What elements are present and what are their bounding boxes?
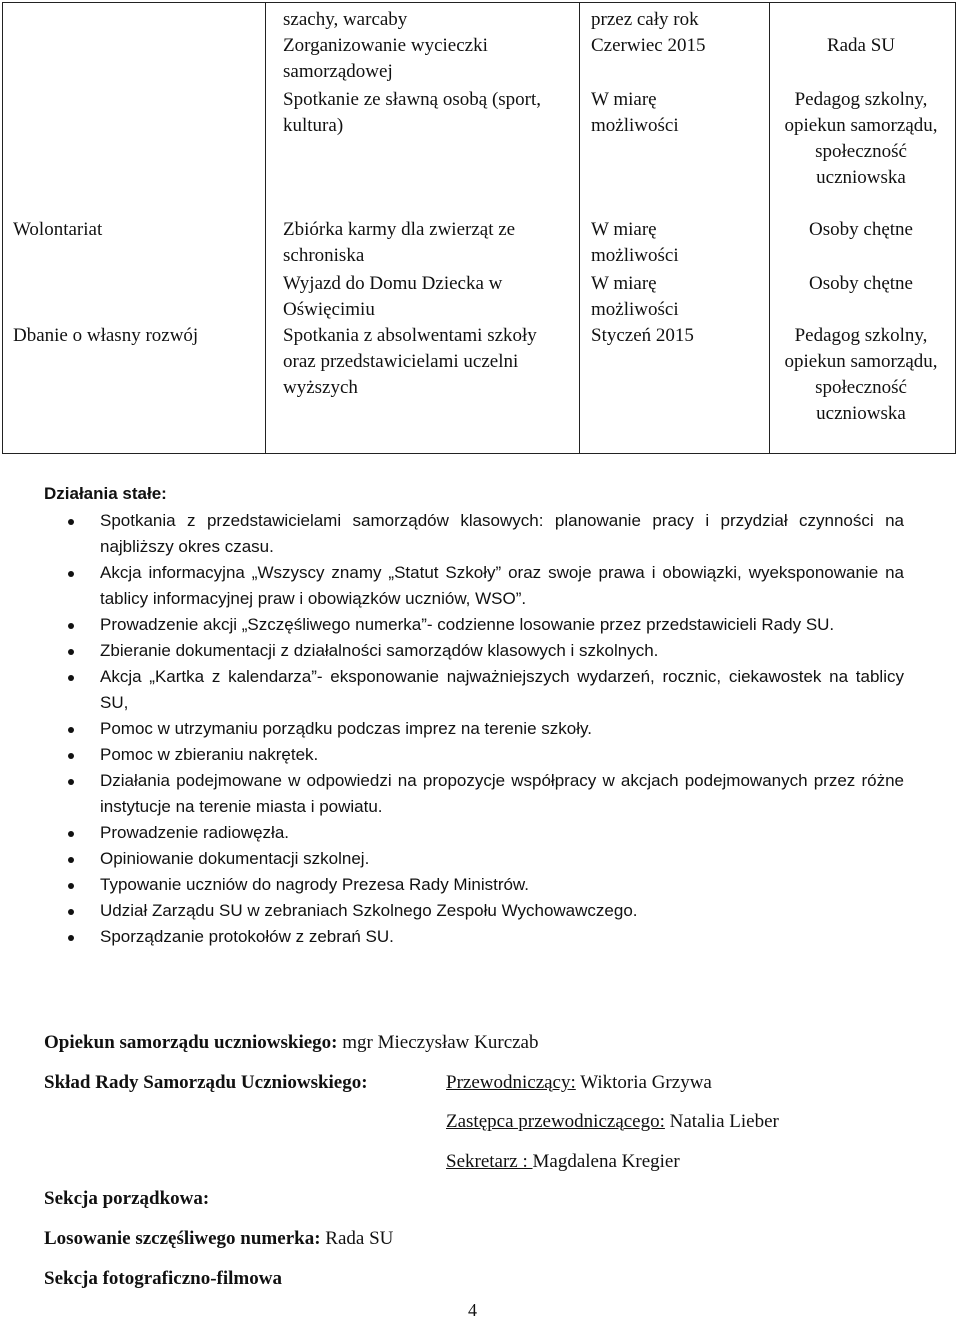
photo-section-label: Sekcja fotograficzno-filmowa (44, 1268, 282, 1289)
table-cell-activity: Zbiórka karmy dla zwierząt ze schroniska (283, 219, 516, 266)
table-cell-term: W miarę możliwości (591, 273, 679, 320)
bullet-icon (68, 519, 74, 525)
table-cell-activity: Zorganizowanie wycieczki samorządowej (283, 35, 488, 82)
table-cell-activity: szachy, warcaby (283, 9, 408, 30)
lottery-line (44, 1227, 393, 1251)
list-item (44, 638, 904, 664)
list-item-text: Akcja informacyjna „Wszyscy znamy „Statut Szkoły” oraz swoje prawa i obowiązki, wyeksponowanie na tablicy informacyjnej praw i obowiązków uczniów, WSO”. (100, 563, 904, 608)
column-divider (579, 3, 580, 453)
table-cell-activity: Spotkanie ze sławną osobą (sport, kultura) (283, 89, 542, 136)
list-item (44, 612, 904, 638)
bullet-icon (68, 753, 74, 759)
list-item (44, 846, 904, 872)
bullet-icon (68, 649, 74, 655)
table-cell-term: Czerwiec 2015 (591, 35, 706, 56)
bullet-icon (68, 571, 74, 577)
bullet-icon (68, 831, 74, 837)
table-cell-activity: Wyjazd do Domu Dziecka w Oświęcimiu (283, 273, 503, 320)
list-item-text: Zbieranie dokumentacji z działalności samorządów klasowych i szkolnych. (100, 641, 659, 660)
secretary-name: Magdalena Kregier (532, 1151, 680, 1172)
activities-table (2, 2, 956, 454)
list-item (44, 898, 904, 924)
list-item (44, 768, 904, 820)
lottery-value: Rada SU (320, 1228, 394, 1249)
standing-activities-list (44, 508, 904, 950)
list-item-text: Prowadzenie radiowęzła. (100, 823, 289, 842)
list-item (44, 508, 904, 560)
list-item-text: Pomoc w zbieraniu nakrętek. (100, 745, 319, 764)
list-item-text: Działania podejmowane w odpowiedzi na propozycje współpracy w akcjach podejmowanych przez różne instytucje na terenie miasta i powiatu. (100, 771, 904, 816)
list-item (44, 820, 904, 846)
president-line (446, 1071, 712, 1095)
table-cell-responsible: Rada SU (826, 35, 896, 56)
section-heading: Działania stałe: (44, 484, 167, 503)
table-cell-activity: Spotkania z absolwentami szkoły oraz przedstawicielami uczelni wyższych (283, 325, 537, 398)
table-cell-term: W miarę możliwości (591, 219, 679, 266)
table-cell-responsible: Pedagog szkolny, opiekun samorządu, społeczność uczniowska (784, 325, 938, 424)
president-role: Przewodniczący: (446, 1072, 576, 1093)
standing-activities-section (44, 483, 904, 950)
list-item (44, 742, 904, 768)
vice-president-name: Natalia Lieber (664, 1111, 779, 1132)
list-item (44, 872, 904, 898)
list-item-text: Sporządzanie protokołów z zebrań SU. (100, 927, 394, 946)
table-cell-term: przez cały rok (591, 9, 699, 30)
bullet-icon (68, 883, 74, 889)
bullet-icon (68, 727, 74, 733)
vice-president-role: Zastępca przewodniczącego: (446, 1111, 665, 1132)
bullet-icon (68, 935, 74, 941)
secretary-role: Sekretarz : (446, 1151, 533, 1172)
president-name: Wiktoria Grzywa (575, 1072, 712, 1093)
list-item-text: Udział Zarządu SU w zebraniach Szkolnego Zespołu Wychowawczego. (100, 901, 638, 920)
list-item (44, 560, 904, 612)
vice-president-line (446, 1110, 779, 1134)
table-cell-term: Styczeń 2015 (591, 325, 694, 346)
bullet-icon (68, 857, 74, 863)
bullet-icon (68, 909, 74, 915)
table-cell-responsible: Pedagog szkolny, opiekun samorządu, społeczność uczniowska (784, 89, 938, 188)
bullet-icon (68, 779, 74, 785)
lottery-label: Losowanie szczęśliwego numerka: (44, 1228, 321, 1249)
list-item (44, 664, 904, 716)
council-composition-line (44, 1071, 368, 1095)
supervisor-line (44, 1031, 539, 1055)
council-composition-label: Skład Rady Samorządu Uczniowskiego: (44, 1072, 368, 1093)
order-section-label: Sekcja porządkowa: (44, 1188, 210, 1209)
list-item (44, 924, 904, 950)
table-cell-responsible: Osoby chętne (809, 219, 913, 240)
table-cell-category: Wolontariat (13, 219, 103, 240)
list-item-text: Prowadzenie akcji „Szczęśliwego numerka”- codzienne losowanie przez przedstawicieli Rady SU. (100, 615, 835, 634)
column-divider (769, 3, 770, 453)
list-item (44, 716, 904, 742)
supervisor-name: mgr Mieczysław Kurczab (337, 1032, 539, 1053)
table-cell-term: W miarę możliwości (591, 89, 679, 136)
list-item-text: Opiniowanie dokumentacji szkolnej. (100, 849, 370, 868)
bullet-icon (68, 675, 74, 681)
list-item-text: Akcja „Kartka z kalendarza”- eksponowanie najważniejszych wydarzeń, rocznic, ciekawostek na tablicy SU, (100, 667, 904, 712)
column-divider (265, 3, 266, 453)
supervisor-label: Opiekun samorządu uczniowskiego: (44, 1032, 338, 1053)
list-item-text: Pomoc w utrzymaniu porządku podczas imprez na terenie szkoły. (100, 719, 592, 738)
table-cell-responsible: Osoby chętne (809, 273, 913, 294)
page-number: 4 (468, 1300, 477, 1320)
list-item-text: Typowanie uczniów do nagrody Prezesa Rady Ministrów. (100, 875, 529, 894)
list-item-text: Spotkania z przedstawicielami samorządów klasowych: planowanie pracy i przydział czynności na najbliższy okres czasu. (100, 511, 904, 556)
table-cell-category: Dbanie o własny rozwój (13, 325, 199, 346)
bullet-icon (68, 623, 74, 629)
secretary-line (446, 1150, 680, 1174)
